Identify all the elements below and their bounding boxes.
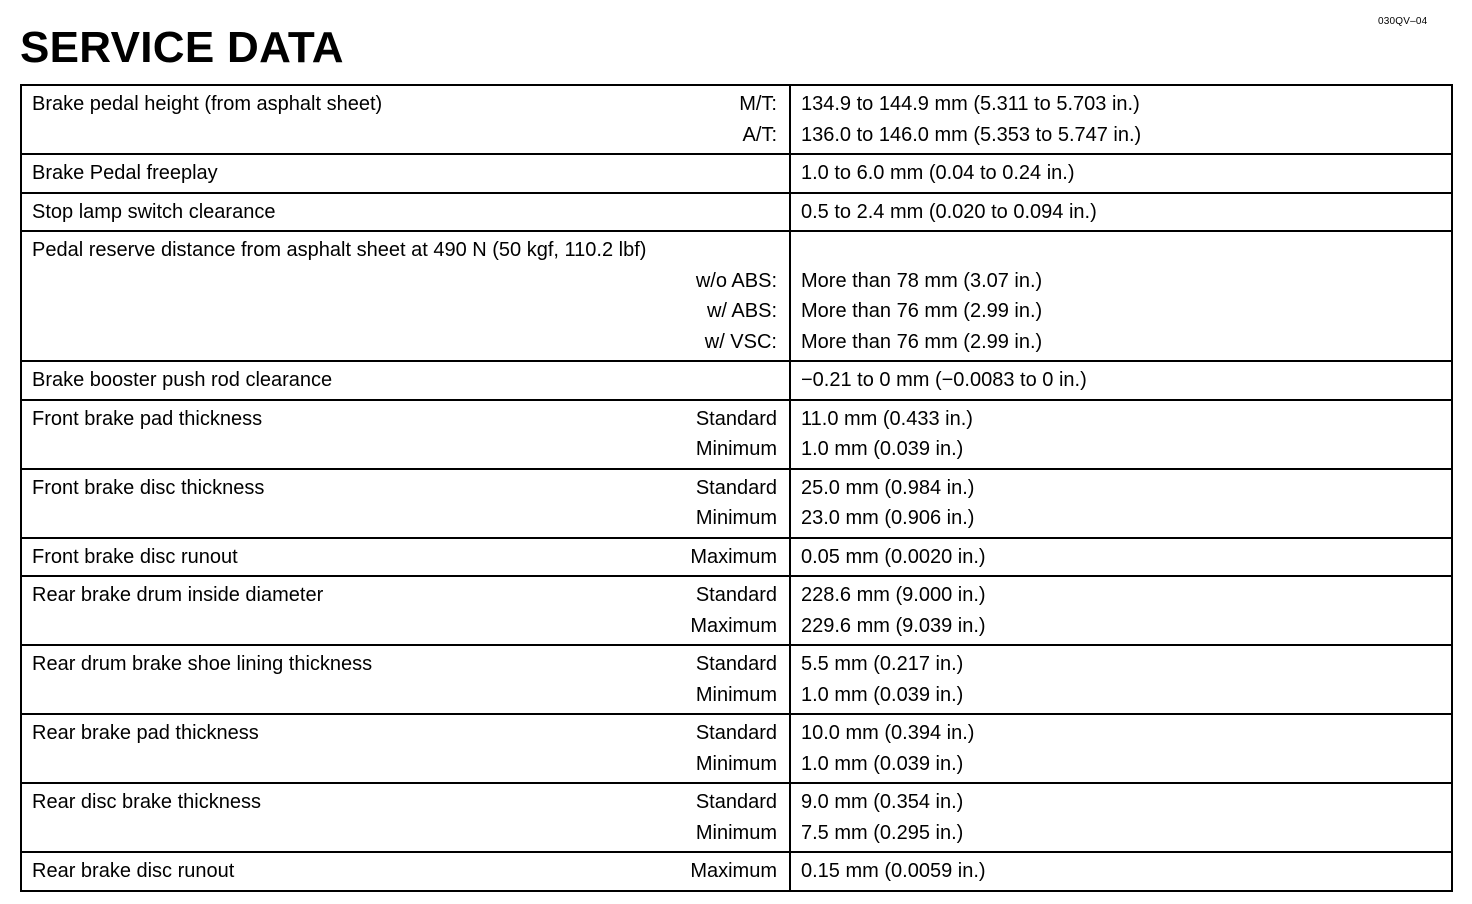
table-row <box>21 361 1452 400</box>
spec-value: 0.05 mm (0.0020 in.) <box>801 545 986 568</box>
item-cell <box>21 852 790 891</box>
table-row <box>21 576 1452 645</box>
qualifier: w/ VSC: <box>704 330 777 353</box>
document-code: 030QV–04 <box>1378 16 1428 27</box>
item-name: Brake pedal height (from asphalt sheet) <box>32 93 383 115</box>
item-name: Rear brake pad thickness <box>32 722 259 744</box>
qualifier: w/ ABS: <box>706 300 777 322</box>
spec-value: 229.6 mm (9.039 in.) <box>801 614 986 637</box>
item-name: Rear drum brake shoe lining thickness <box>32 653 373 675</box>
qualifier-list <box>696 718 777 779</box>
item-cell <box>21 714 790 783</box>
value-cell <box>790 469 1452 538</box>
item-name: Rear disc brake thickness <box>32 791 261 813</box>
spec-value: 1.0 mm (0.039 in.) <box>801 438 964 460</box>
item-name: Brake booster push rod clearance <box>32 369 333 391</box>
qualifier-list <box>696 649 777 710</box>
spec-value: −0.21 to 0 mm (−0.0083 to 0 in.) <box>801 369 1087 391</box>
qualifier: Minimum <box>695 683 777 706</box>
spec-value: 1.0 mm (0.039 in.) <box>801 683 964 706</box>
qualifier: Maximum <box>690 545 777 568</box>
spec-value: 0.15 mm (0.0059 in.) <box>801 860 986 882</box>
table-row <box>21 538 1452 577</box>
spec-value: More than 78 mm (3.07 in.) <box>801 269 1043 292</box>
qualifier: Minimum <box>695 507 777 529</box>
qualifier: Minimum <box>695 752 777 775</box>
item-cell <box>21 469 790 538</box>
spec-value: 23.0 mm (0.906 in.) <box>801 507 975 529</box>
value-cell <box>790 85 1452 154</box>
item-cell <box>21 783 790 852</box>
item-name: Rear brake drum inside diameter <box>32 584 324 606</box>
item-cell <box>21 538 790 577</box>
spec-value: 11.0 mm (0.433 in.) <box>801 407 973 430</box>
spec-value: 134.9 to 144.9 mm (5.311 to 5.703 in.) <box>801 93 1140 115</box>
qualifier: Minimum <box>695 821 777 844</box>
table-row <box>21 714 1452 783</box>
spec-value: More than 76 mm (2.99 in.) <box>801 330 1043 353</box>
table-row <box>21 85 1452 154</box>
value-cell <box>790 400 1452 469</box>
qualifier: w/o ABS: <box>695 269 777 292</box>
qualifier-list <box>696 473 777 534</box>
item-cell <box>21 645 790 714</box>
value-cell <box>790 538 1452 577</box>
table-row <box>21 783 1452 852</box>
spec-value: 25.0 mm (0.984 in.) <box>801 476 975 499</box>
item-cell <box>21 400 790 469</box>
qualifier: Standard <box>695 791 777 813</box>
table-row <box>21 154 1452 193</box>
qualifier: Standard <box>695 584 777 606</box>
table-row <box>21 645 1452 714</box>
item-name: Rear brake disc runout <box>32 860 235 882</box>
item-cell <box>21 193 790 232</box>
qualifier: Standard <box>695 653 777 675</box>
spec-value: 10.0 mm (0.394 in.) <box>801 722 975 744</box>
value-cell <box>790 852 1452 891</box>
item-name: Front brake disc runout <box>32 545 238 568</box>
spec-value: 7.5 mm (0.295 in.) <box>801 821 964 844</box>
page-title: SERVICE DATA <box>20 23 344 72</box>
value-cell <box>790 193 1452 232</box>
spec-value: 1.0 to 6.0 mm (0.04 to 0.24 in.) <box>801 162 1075 184</box>
value-cell <box>790 714 1452 783</box>
qualifier-list <box>690 542 777 573</box>
item-name: Front brake pad thickness <box>32 407 263 430</box>
qualifier-list <box>739 89 777 150</box>
qualifier-list <box>690 580 777 641</box>
item-cell <box>21 361 790 400</box>
item-name: Pedal reserve distance from asphalt sheet at 490 N (50 kgf, 110.2 lbf) <box>32 239 647 261</box>
spec-value: 228.6 mm (9.000 in.) <box>801 584 986 606</box>
table-row <box>21 400 1452 469</box>
spec-value: 5.5 mm (0.217 in.) <box>801 653 964 675</box>
table-row <box>21 193 1452 232</box>
table-row <box>21 231 1452 361</box>
qualifier: Standard <box>695 722 777 744</box>
item-name: Front brake disc thickness <box>32 476 265 499</box>
value-cell <box>790 576 1452 645</box>
value-cell <box>790 154 1452 193</box>
qualifier: A/T: <box>742 123 777 146</box>
qualifier: Minimum <box>695 438 777 460</box>
spec-value: 1.0 mm (0.039 in.) <box>801 752 964 775</box>
table-row <box>21 469 1452 538</box>
item-cell <box>21 85 790 154</box>
value-cell <box>790 645 1452 714</box>
spec-value: 9.0 mm (0.354 in.) <box>801 791 964 813</box>
item-cell <box>21 231 790 361</box>
qualifier-list <box>696 266 777 358</box>
value-cell <box>790 361 1452 400</box>
qualifier: Maximum <box>690 860 777 882</box>
qualifier: Standard <box>695 476 777 499</box>
spec-value: 136.0 to 146.0 mm (5.353 to 5.747 in.) <box>801 123 1142 146</box>
spec-value: More than 76 mm (2.99 in.) <box>801 300 1043 322</box>
item-name: Stop lamp switch clearance <box>32 200 276 223</box>
table-row <box>21 852 1452 891</box>
service-data-table <box>20 84 1453 892</box>
qualifier: M/T: <box>739 93 777 115</box>
value-cell <box>790 231 1452 361</box>
item-cell <box>21 576 790 645</box>
qualifier: Standard <box>695 407 777 430</box>
qualifier: Maximum <box>690 614 777 637</box>
item-cell <box>21 154 790 193</box>
qualifier-list <box>690 856 777 887</box>
spec-value: 0.5 to 2.4 mm (0.020 to 0.094 in.) <box>801 200 1097 223</box>
qualifier-list <box>696 404 777 465</box>
qualifier-list <box>696 787 777 848</box>
item-name: Brake Pedal freeplay <box>32 162 218 184</box>
value-cell <box>790 783 1452 852</box>
